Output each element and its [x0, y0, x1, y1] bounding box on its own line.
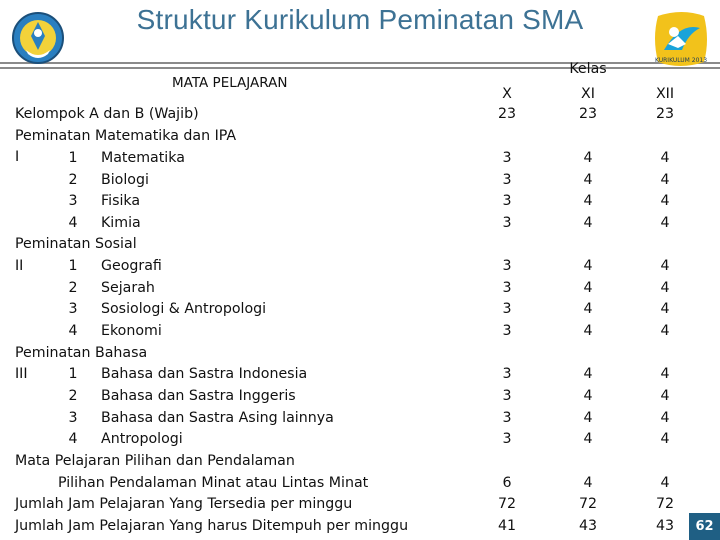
table-row-no: 4	[68, 431, 78, 447]
table-cell-x: 3	[502, 193, 512, 209]
table-cell-xii: 4	[660, 193, 670, 209]
table-row-subject: Bahasa dan Sastra Asing lainnya	[101, 410, 334, 426]
pilihan-xii: 4	[660, 475, 670, 491]
table-cell-x: 3	[502, 150, 512, 166]
table-cell-x: 3	[502, 258, 512, 274]
grade-header-xii: XII	[655, 86, 675, 102]
section-roman-ipa: I	[15, 149, 20, 165]
table-row-subject: Kimia	[101, 215, 141, 231]
page-title: Struktur Kurikulum Peminatan SMA	[136, 4, 584, 35]
table-row-no: 1	[68, 150, 78, 166]
table-row-subject: Sosiologi & Antropologi	[101, 301, 267, 317]
table-cell-xii: 4	[660, 366, 670, 382]
grade-header-xi: XI	[581, 86, 595, 102]
table-cell-xii: 4	[660, 301, 670, 317]
table-cell-xi: 4	[583, 172, 593, 188]
ministry-logo-icon	[12, 10, 64, 68]
section-title-sosial: Peminatan Sosial	[15, 236, 137, 252]
group-ab-x: 23	[497, 106, 517, 122]
page-number-badge: 62	[689, 513, 720, 540]
total-tersedia-xi: 72	[578, 496, 598, 512]
table-cell-x: 3	[502, 301, 512, 317]
kurikulum-2013-logo-icon	[652, 10, 710, 68]
table-row-subject: Bahasa dan Sastra Inggeris	[101, 388, 296, 404]
grade-header-x: X	[502, 86, 512, 102]
table-row-subject: Matematika	[101, 150, 185, 166]
table-cell-xi: 4	[583, 366, 593, 382]
table-cell-xi: 4	[583, 301, 593, 317]
table-row-subject: Sejarah	[101, 280, 155, 296]
table-cell-xii: 4	[660, 431, 670, 447]
table-cell-x: 3	[502, 280, 512, 296]
total-ditempuh-xi: 43	[578, 518, 598, 534]
table-row-subject: Antropologi	[101, 431, 183, 447]
table-row-subject: Biologi	[101, 172, 149, 188]
table-row-no: 1	[68, 258, 78, 274]
table-row-no: 4	[68, 215, 78, 231]
pilihan-xi: 4	[583, 475, 593, 491]
section-title-bahasa: Peminatan Bahasa	[15, 345, 148, 361]
table-row-no: 2	[68, 172, 78, 188]
header-rule-top	[0, 62, 720, 64]
table-cell-xi: 4	[583, 258, 593, 274]
table-cell-xii: 4	[660, 388, 670, 404]
group-ab-xii: 23	[655, 106, 675, 122]
table-cell-x: 3	[502, 215, 512, 231]
group-ab-xi: 23	[578, 106, 598, 122]
table-cell-xi: 4	[583, 388, 593, 404]
table-cell-xii: 4	[660, 410, 670, 426]
total-tersedia-label: Jumlah Jam Pelajaran Yang Tersedia per minggu	[15, 496, 353, 512]
header-rule-bottom	[0, 67, 720, 69]
total-tersedia-x: 72	[497, 496, 517, 512]
section-roman-bahasa: III	[15, 366, 28, 382]
total-ditempuh-label: Jumlah Jam Pelajaran Yang harus Ditempuh per minggu	[15, 518, 409, 534]
section-title-pilihan: Mata Pelajaran Pilihan dan Pendalaman	[15, 453, 295, 469]
total-tersedia-xii: 72	[655, 496, 675, 512]
total-ditempuh-xii: 43	[655, 518, 675, 534]
table-row-subject: Ekonomi	[101, 323, 162, 339]
table-cell-xii: 4	[660, 323, 670, 339]
table-cell-xii: 4	[660, 258, 670, 274]
table-row-no: 2	[68, 388, 78, 404]
table-row-subject: Geografi	[101, 258, 162, 274]
table-cell-xi: 4	[583, 410, 593, 426]
table-cell-xi: 4	[583, 150, 593, 166]
table-row-no: 4	[68, 323, 78, 339]
table-cell-x: 3	[502, 172, 512, 188]
logo-badge-text: KURIKULUM 2013	[654, 57, 708, 64]
table-row-no: 3	[68, 301, 78, 317]
table-row-no: 3	[68, 410, 78, 426]
section-title-ipa: Peminatan Matematika dan IPA	[15, 128, 237, 144]
pilihan-label: Pilihan Pendalaman Minat atau Lintas Minat	[58, 475, 369, 491]
table-cell-xi: 4	[583, 323, 593, 339]
table-cell-xii: 4	[660, 280, 670, 296]
table-cell-xi: 4	[583, 431, 593, 447]
column-header-kelas: Kelas	[569, 61, 607, 77]
table-cell-x: 3	[502, 388, 512, 404]
table-cell-xii: 4	[660, 215, 670, 231]
table-cell-x: 3	[502, 366, 512, 382]
table-row-no: 2	[68, 280, 78, 296]
table-cell-xi: 4	[583, 215, 593, 231]
table-cell-x: 3	[502, 431, 512, 447]
section-roman-sosial: II	[15, 258, 24, 274]
table-row-no: 1	[68, 366, 78, 382]
table-cell-xii: 4	[660, 172, 670, 188]
table-cell-x: 3	[502, 323, 512, 339]
table-cell-x: 3	[502, 410, 512, 426]
table-cell-xi: 4	[583, 193, 593, 209]
table-row-no: 3	[68, 193, 78, 209]
pilihan-x: 6	[502, 475, 512, 491]
table-cell-xi: 4	[583, 280, 593, 296]
column-header-mata-pelajaran: MATA PELAJARAN	[172, 75, 288, 91]
group-ab-label: Kelompok A dan B (Wajib)	[15, 106, 199, 122]
table-cell-xii: 4	[660, 150, 670, 166]
table-row-subject: Bahasa dan Sastra Indonesia	[101, 366, 308, 382]
total-ditempuh-x: 41	[497, 518, 517, 534]
table-row-subject: Fisika	[101, 193, 141, 209]
